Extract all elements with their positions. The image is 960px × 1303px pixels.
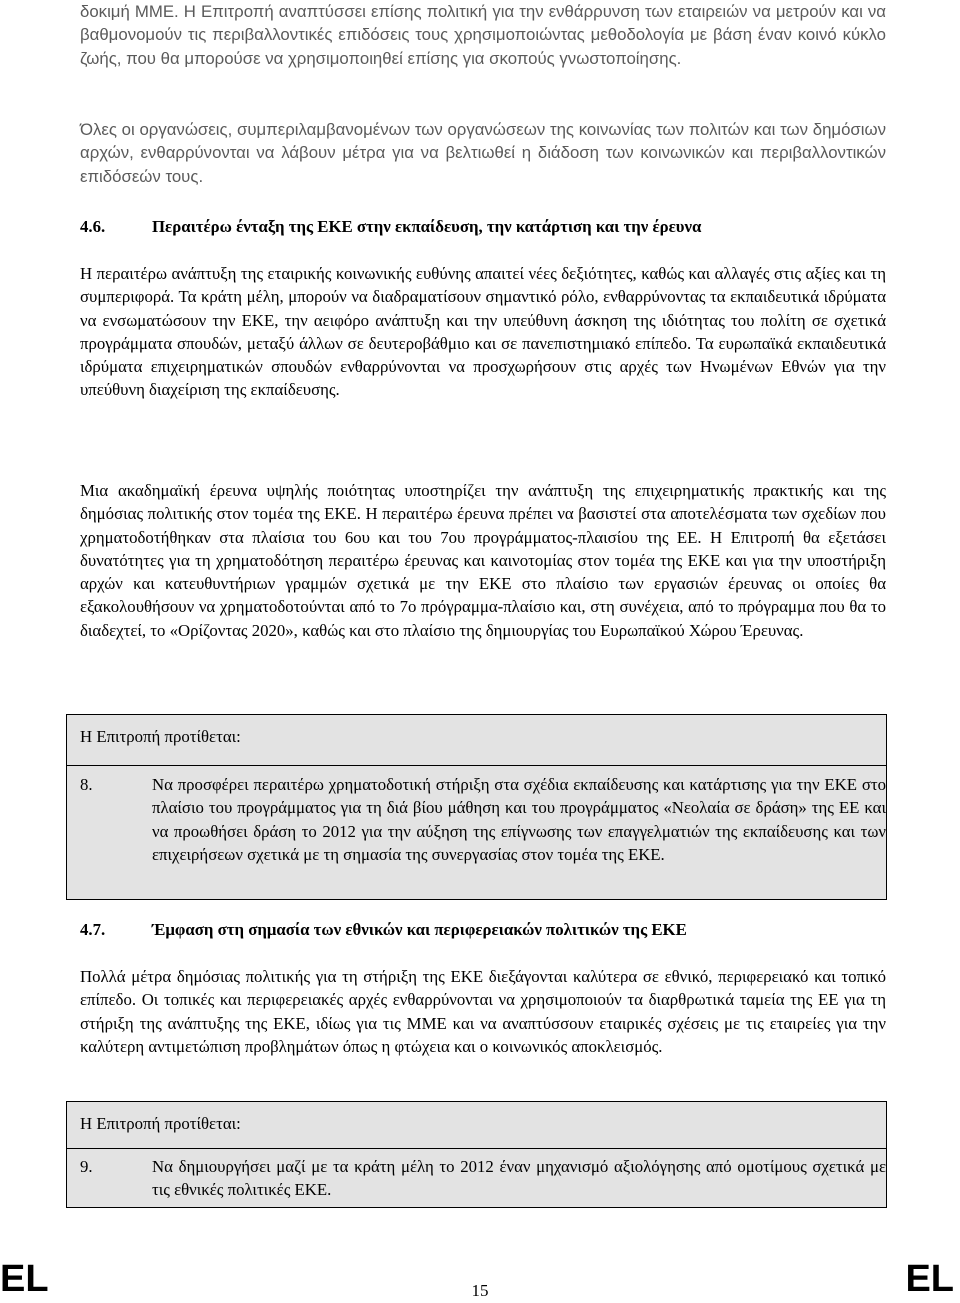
proposal-box-9	[66, 1101, 887, 1208]
box-label: Η Επιτροπή προτίθεται:	[80, 727, 241, 746]
item-text: Να δημιουργήσει μαζί με τα κράτη μέλη το 2012 έναν μηχανισμό αξιολόγησης από ομοτίμους σχετικά με τις εθνικές πολιτικές ΕΚΕ.	[152, 1157, 886, 1200]
section-4-6-paragraph-2: Μια ακαδημαϊκή έρευνα υψηλής ποιότητας υποστηρίζει την ανάπτυξη της επιχειρηματικής πρακτικής και της δημόσιας πολιτικής στον τομέα της ΕΚΕ. Η περαιτέρω έρευνα πρέπει να βασιστεί στα αποτελέσματα των σχεδίων που χρηματοδοτήθηκαν στα πλαίσια του 6ου και του 7ου προγράμματος-πλαισίου της ΕΕ. Η Επιτροπή θα εξετάσει δυνατότητες για τη χρηματοδότηση περαιτέρω έρευνας και καινοτομίας στον τομέα της ΕΚΕ και για την υποστήριξη αρχών και κατευθυντήριων γραμμών σχετικά με την ΕΚΕ στο πλαίσιο των εργασιών έρευνας οι οποίες θα εξακολουθήσουν να χρηματοδοτούνται από το 7ο πρόγραμμα-πλαίσιο και, στη συνέχεια, από το πρόγραμμα που θα το διαδεχτεί, το «Ορίζοντας 2020», καθώς και στο πλαίσιο της δημιουργίας του Ευρωπαϊκού Χώρου Έρευνας.	[80, 481, 886, 640]
page-number: 15	[471, 1281, 489, 1300]
proposal-item	[80, 1155, 886, 1202]
section-title: Έμφαση στη σημασία των εθνικών και περιφερειακών πολιτικών της ΕΚΕ	[152, 920, 687, 939]
section-heading-4-7	[80, 918, 886, 941]
section-4-7-paragraph-1: Πολλά μέτρα δημόσιας πολιτικής για τη στήριξη της ΕΚΕ διεξάγονται καλύτερα σε εθνικό, περιφερειακό και τοπικό επίπεδο. Οι τοπικές και περιφερειακές αρχές ενθαρρύνονται να χρησιμοποιούν τα διαρθρωτικά ταμεία της ΕΕ για τη στήριξη της ανάπτυξης της ΕΚΕ, ιδίως για τις ΜΜΕ και να αναπτύσσουν εταιρικές σχέσεις με τις εταιρείες για την καλύτερη αντιμετώπιση προβλημάτων όπως η φτώχεια και ο κοινωνικός αποκλεισμός.	[80, 967, 886, 1056]
item-number: 9.	[80, 1157, 93, 1176]
box-divider	[67, 765, 886, 766]
organisations-paragraph: Όλες οι οργανώσεις, συμπεριλαμβανομένων των οργανώσεων της κοινωνίας των πολιτών και των δημόσιων αρχών, ενθαρρύνονται να λάβουν μέτρα για να βελτιωθεί η διάδοση των κοινωνικών και περιβαλλοντικών επιδόσεών τους.	[80, 120, 886, 186]
section-title: Περαιτέρω ένταξη της ΕΚΕ στην εκπαίδευση, την κατάρτιση και την έρευνα	[152, 217, 702, 236]
section-number: 4.7.	[80, 920, 106, 939]
section-heading-4-6	[80, 215, 886, 238]
section-number: 4.6.	[80, 217, 106, 236]
footer-language-right: EL	[905, 1258, 954, 1300]
item-text: Να προσφέρει περαιτέρω χρηματοδοτική στήριξη στα σχέδια εκπαίδευσης και κατάρτισης για την ΕΚΕ στο πλαίσιο του προγράμματος για τη διά βίου μάθηση και του προγράμματος «Νεολαία σε δράση» της ΕΕ και να προωθήσει δράση το 2012 για την αύξηση της επίγνωσης των επαγγελματιών της εκπαίδευσης και των επιχειρήσεων σχετικά με τη σημασία της συνεργασίας στον τομέα της ΕΚΕ.	[152, 775, 886, 864]
intro-paragraph: δοκιμή ΜΜΕ. Η Επιτροπή αναπτύσσει επίσης πολιτική για την ενθάρρυνση των εταιρειών να μετρούν και να βαθμονομούν τις περιβαλλοντικές επιδόσεις τους χρησιμοποιώντας μεθοδολογία με βάση έναν κοινό κύκλο ζωής, που θα μπορούσε να χρησιμοποιηθεί επίσης για σκοπούς γνωστοποίησης.	[80, 2, 886, 68]
section-4-6-paragraph-1: Η περαιτέρω ανάπτυξη της εταιρικής κοινωνικής ευθύνης απαιτεί νέες δεξιότητες, καθώς και αλλαγές στις αξίες και τη συμπεριφορά. Τα κράτη μέλη, μπορούν να διαδραματίσουν σημαντικό ρόλο, ενθαρρύνοντας τα εκπαιδευτικά ιδρύματα να ενσωματώσουν την ΕΚΕ, την αειφόρο ανάπτυξη και την υπεύθυνη άσκηση της ιδιότητας του πολίτη σε σχετικά προγράμματα σπουδών, μεταξύ άλλων σε δευτεροβάθμιο και σε πανεπιστημιακό επίπεδο. Τα ευρωπαϊκά εκπαιδευτικά ιδρύματα επιχειρηματικών σπουδών ενθαρρύνονται να προσχωρήσουν στις αρχές των Ηνωμένων Εθνών για την υπεύθυνη διαχείριση της εκπαίδευσης.	[80, 264, 886, 400]
proposal-item	[80, 773, 886, 866]
proposal-box-8	[66, 714, 887, 900]
box-label: Η Επιτροπή προτίθεται:	[80, 1114, 241, 1133]
footer-language-left: EL	[0, 1258, 49, 1300]
box-divider	[67, 1148, 886, 1149]
item-number: 8.	[80, 775, 93, 794]
